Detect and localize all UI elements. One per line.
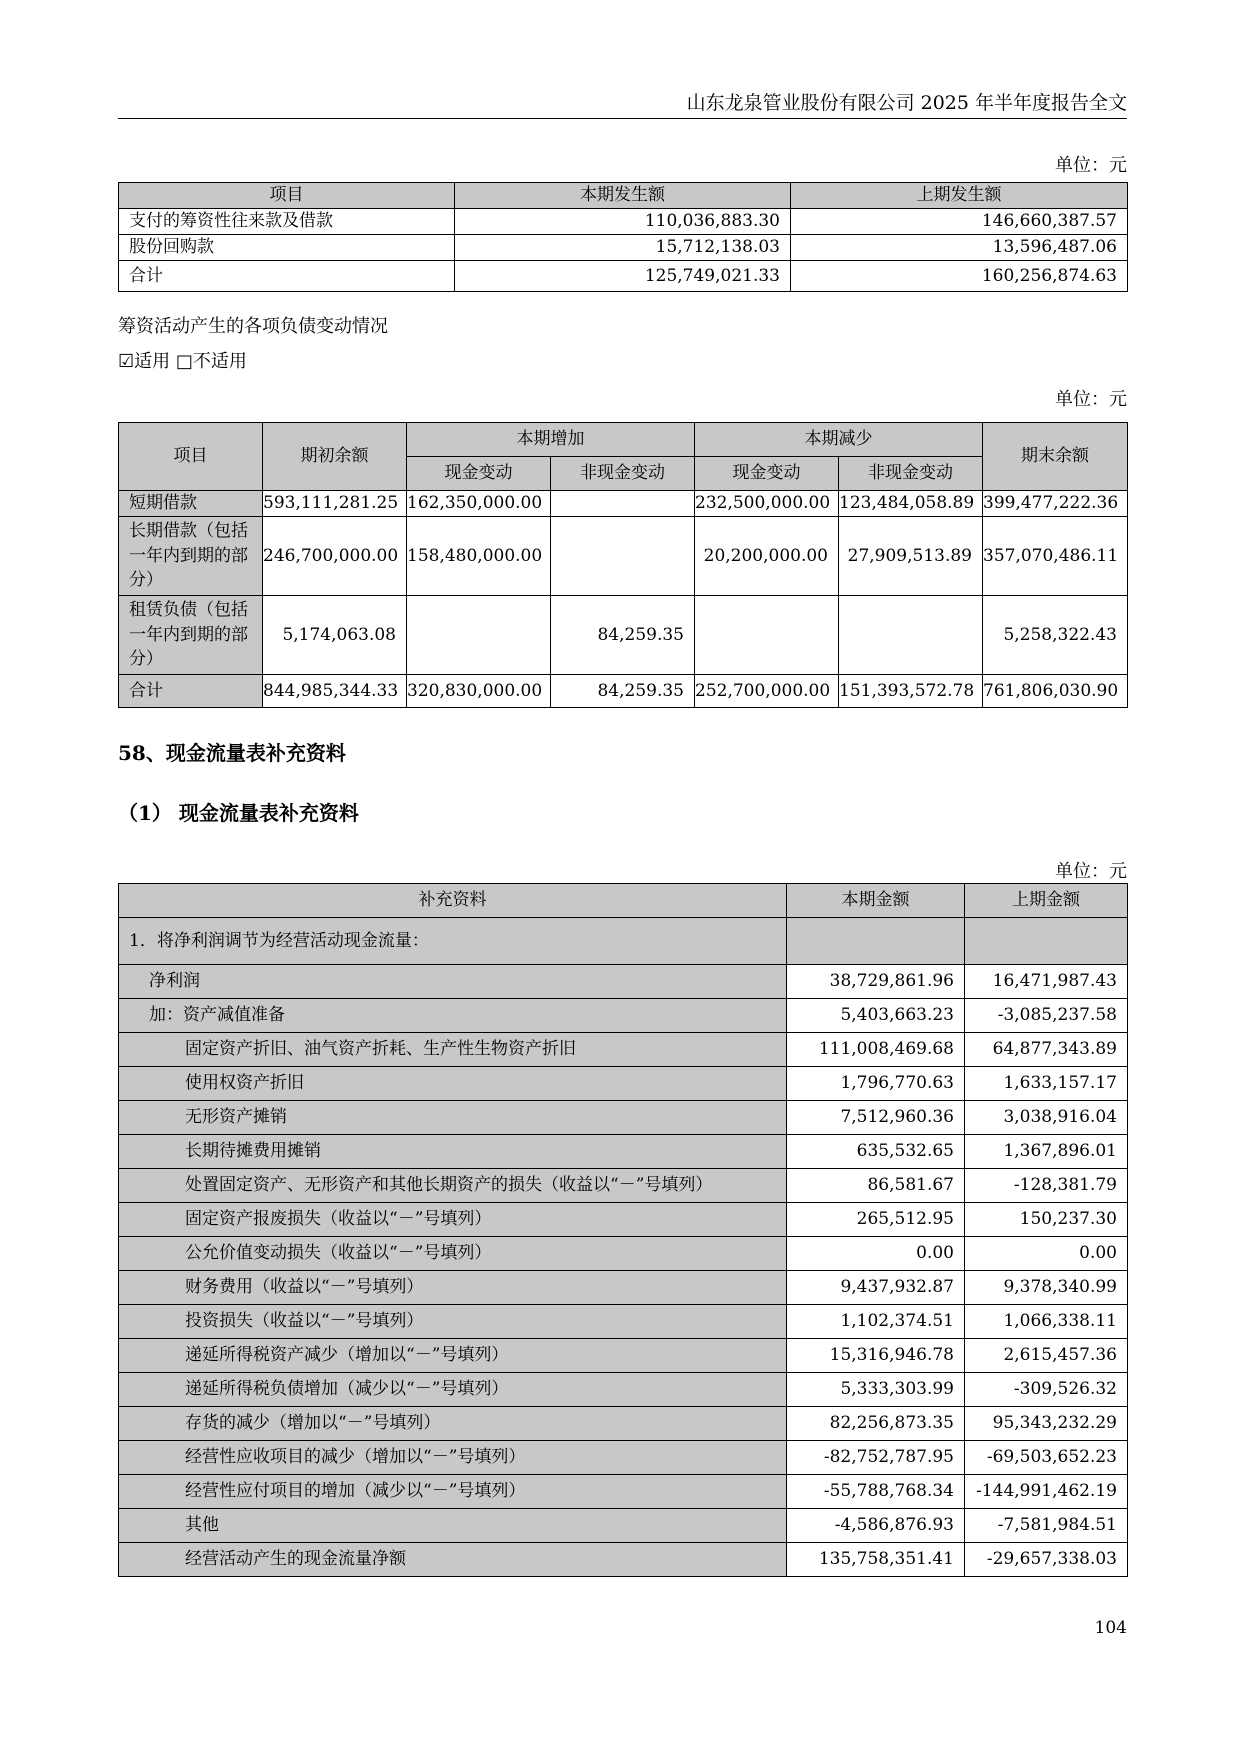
table-row (119, 1203, 1128, 1237)
row-label: 存货的减少（增加以“－”号填列） (119, 1407, 787, 1441)
liability-change-table (118, 422, 1128, 708)
row-label: 合计 (119, 674, 263, 707)
table-row (119, 1373, 1128, 1407)
row-label: 经营性应付项目的增加（减少以“－”号填列） (119, 1475, 787, 1509)
cell-prior: -128,381.79 (965, 1169, 1128, 1203)
row-label: 使用权资产折旧 (119, 1067, 787, 1101)
table-row (119, 491, 1128, 517)
table-row (119, 1475, 1128, 1509)
col-header-decrease-noncash: 非现金变动 (839, 457, 983, 491)
row-label: 财务费用（收益以“－”号填列） (119, 1271, 787, 1305)
group-label: 1．将净利润调节为经营活动现金流量： (119, 918, 787, 965)
cell-increase-noncash (551, 517, 695, 596)
cell-current: -4,586,876.93 (787, 1509, 965, 1543)
unit-label-3: 单位：元 (1055, 861, 1127, 882)
row-label: 股份回购款 (119, 235, 455, 261)
cell-decrease-cash (695, 595, 839, 674)
cell-increase-noncash (551, 491, 695, 517)
col-header-increase-cash: 现金变动 (407, 457, 551, 491)
table-row (119, 1339, 1128, 1373)
row-label: 投资损失（收益以“－”号填列） (119, 1305, 787, 1339)
cell-current: 265,512.95 (787, 1203, 965, 1237)
col-header-opening: 期初余额 (263, 423, 407, 491)
cell-current: 5,333,303.99 (787, 1373, 965, 1407)
table-row (119, 1305, 1128, 1339)
cell-prior: -144,991,462.19 (965, 1475, 1128, 1509)
row-label: 合计 (119, 261, 455, 292)
cell-increase-cash: 320,830,000.00 (407, 674, 551, 707)
cell-opening: 844,985,344.33 (263, 674, 407, 707)
cell-prior: 1,066,338.11 (965, 1305, 1128, 1339)
cell-current: 5,403,663.23 (787, 999, 965, 1033)
cell-prior: 1,633,157.17 (965, 1067, 1128, 1101)
cell-increase-cash: 158,480,000.00 (407, 517, 551, 596)
debt-change-title: 筹资活动产生的各项负债变动情况 (118, 316, 388, 337)
cell-opening: 246,700,000.00 (263, 517, 407, 596)
table-row (119, 999, 1128, 1033)
row-label: 租赁负债（包括一年内到期的部分） (119, 595, 263, 674)
cell-prior: 9,378,340.99 (965, 1271, 1128, 1305)
row-label: 其他 (119, 1509, 787, 1543)
cell-closing: 399,477,222.36 (983, 491, 1128, 517)
cell-prior: -69,503,652.23 (965, 1441, 1128, 1475)
row-label: 处置固定资产、无形资产和其他长期资产的损失（收益以“－”号填列） (119, 1169, 787, 1203)
table-row (119, 1271, 1128, 1305)
table-row (119, 1033, 1128, 1067)
cell-current: 635,532.65 (787, 1135, 965, 1169)
cell-prior: 160,256,874.63 (791, 261, 1128, 292)
cell-closing: 5,258,322.43 (983, 595, 1128, 674)
cash-flow-supplement-table (118, 883, 1128, 1577)
cell-decrease-cash: 232,500,000.00 (695, 491, 839, 517)
table-row (119, 1237, 1128, 1271)
table-row (119, 209, 1128, 235)
row-label: 固定资产折旧、油气资产折耗、生产性生物资产折旧 (119, 1033, 787, 1067)
cell-decrease-cash: 20,200,000.00 (695, 517, 839, 596)
col-header-prior: 上期发生额 (791, 183, 1128, 209)
table-row (119, 1441, 1128, 1475)
table-row (119, 1543, 1128, 1577)
cell-current: 111,008,469.68 (787, 1033, 965, 1067)
unit-label-2: 单位：元 (1055, 389, 1127, 410)
cell-prior: 13,596,487.06 (791, 235, 1128, 261)
empty-cell (965, 918, 1128, 965)
cell-prior: 16,471,987.43 (965, 965, 1128, 999)
row-label: 递延所得税负债增加（减少以“－”号填列） (119, 1373, 787, 1407)
table-row (119, 1135, 1128, 1169)
table-row (119, 1169, 1128, 1203)
cell-decrease-cash: 252,700,000.00 (695, 674, 839, 707)
col-header-decrease-cash: 现金变动 (695, 457, 839, 491)
cell-current: 9,437,932.87 (787, 1271, 965, 1305)
cell-closing: 357,070,486.11 (983, 517, 1128, 596)
cell-increase-cash: 162,350,000.00 (407, 491, 551, 517)
table-row (119, 1067, 1128, 1101)
row-label: 支付的筹资性往来款及借款 (119, 209, 455, 235)
row-label: 长期借款（包括一年内到期的部分） (119, 517, 263, 596)
cell-prior: 64,877,343.89 (965, 1033, 1128, 1067)
cell-prior: -29,657,338.03 (965, 1543, 1128, 1577)
cell-current: 15,316,946.78 (787, 1339, 965, 1373)
cell-prior: 1,367,896.01 (965, 1135, 1128, 1169)
row-label: 递延所得税资产减少（增加以“－”号填列） (119, 1339, 787, 1373)
row-label: 短期借款 (119, 491, 263, 517)
table-row (119, 1407, 1128, 1441)
row-label: 长期待摊费用摊销 (119, 1135, 787, 1169)
cell-current: 86,581.67 (787, 1169, 965, 1203)
cell-increase-noncash: 84,259.35 (551, 595, 695, 674)
cell-current: 1,796,770.63 (787, 1067, 965, 1101)
col-header-increase-noncash: 非现金变动 (551, 457, 695, 491)
table-row (119, 517, 1128, 596)
cell-opening: 593,111,281.25 (263, 491, 407, 517)
col-header-item: 项目 (119, 423, 263, 491)
col-header-prior: 上期金额 (965, 884, 1128, 918)
row-label: 无形资产摊销 (119, 1101, 787, 1135)
cell-prior: -3,085,237.58 (965, 999, 1128, 1033)
row-label: 经营性应收项目的减少（增加以“－”号填列） (119, 1441, 787, 1475)
table-row (119, 235, 1128, 261)
cell-current: 110,036,883.30 (455, 209, 791, 235)
col-header-decrease: 本期减少 (695, 423, 983, 457)
header-divider (118, 118, 1127, 119)
report-header-title: 山东龙泉管业股份有限公司 2025 年半年度报告全文 (686, 92, 1127, 114)
col-header-item: 项目 (119, 183, 455, 209)
cell-decrease-noncash (839, 595, 983, 674)
row-label: 净利润 (119, 965, 787, 999)
cell-current: 125,749,021.33 (455, 261, 791, 292)
col-header-item: 补充资料 (119, 884, 787, 918)
col-header-current: 本期发生额 (455, 183, 791, 209)
group-row (119, 918, 1128, 965)
table-row-total (119, 674, 1128, 707)
cell-increase-cash (407, 595, 551, 674)
table-row-total (119, 261, 1128, 292)
section-title: 58、现金流量表补充资料 (118, 741, 346, 765)
applicable-checkbox-label: ☑适用 □不适用 (118, 351, 247, 372)
cell-prior: 146,660,387.57 (791, 209, 1128, 235)
cell-current: 0.00 (787, 1237, 965, 1271)
cell-current: 38,729,861.96 (787, 965, 965, 999)
cell-current: 135,758,351.41 (787, 1543, 965, 1577)
cell-decrease-noncash: 123,484,058.89 (839, 491, 983, 517)
cell-prior: 3,038,916.04 (965, 1101, 1128, 1135)
cell-increase-noncash: 84,259.35 (551, 674, 695, 707)
col-header-closing: 期末余额 (983, 423, 1128, 491)
row-label: 经营活动产生的现金流量净额 (119, 1543, 787, 1577)
table-row (119, 965, 1128, 999)
cell-prior: 0.00 (965, 1237, 1128, 1271)
cell-prior: -309,526.32 (965, 1373, 1128, 1407)
row-label: 公允价值变动损失（收益以“－”号填列） (119, 1237, 787, 1271)
cell-current: -82,752,787.95 (787, 1441, 965, 1475)
table-row (119, 595, 1128, 674)
cell-closing: 761,806,030.90 (983, 674, 1128, 707)
cell-decrease-noncash: 151,393,572.78 (839, 674, 983, 707)
col-header-current: 本期金额 (787, 884, 965, 918)
cell-decrease-noncash: 27,909,513.89 (839, 517, 983, 596)
cell-prior: 2,615,457.36 (965, 1339, 1128, 1373)
subsection-title: （1） 现金流量表补充资料 (118, 801, 359, 825)
cell-current: 7,512,960.36 (787, 1101, 965, 1135)
cell-prior: 150,237.30 (965, 1203, 1128, 1237)
page-number: 104 (1094, 1618, 1127, 1638)
cell-opening: 5,174,063.08 (263, 595, 407, 674)
row-label: 加：资产减值准备 (119, 999, 787, 1033)
row-label: 固定资产报废损失（收益以“－”号填列） (119, 1203, 787, 1237)
financing-payments-table (118, 182, 1128, 292)
cell-current: 1,102,374.51 (787, 1305, 965, 1339)
table-row (119, 1101, 1128, 1135)
cell-current: 15,712,138.03 (455, 235, 791, 261)
cell-current: 82,256,873.35 (787, 1407, 965, 1441)
cell-prior: 95,343,232.29 (965, 1407, 1128, 1441)
unit-label-1: 单位：元 (1055, 155, 1127, 176)
table-row (119, 1509, 1128, 1543)
col-header-increase: 本期增加 (407, 423, 695, 457)
empty-cell (787, 918, 965, 965)
cell-prior: -7,581,984.51 (965, 1509, 1128, 1543)
cell-current: -55,788,768.34 (787, 1475, 965, 1509)
